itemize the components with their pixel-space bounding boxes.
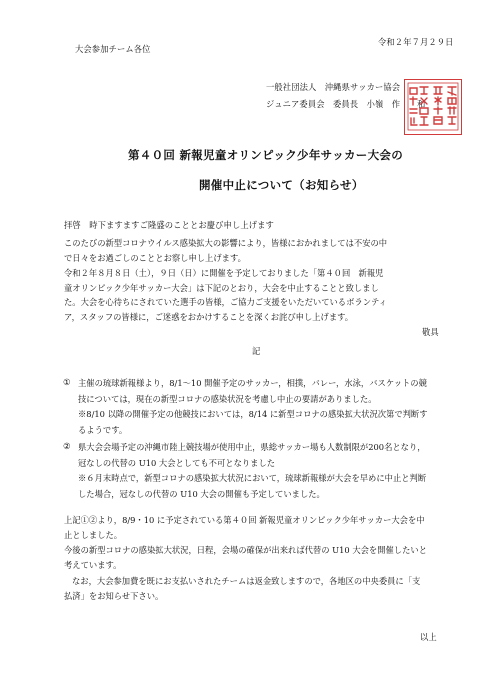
text-line: このたびの新型コロナウイルス感染拡大の影響により，皆様におかれましては不安の中 (64, 238, 388, 248)
text-line: 主催の琉球新報様より，8/1～10 開催予定のサッカー，相撲，バレー，水泳，バスケットの競 (78, 378, 427, 388)
footer-paragraph-2 (64, 543, 427, 572)
text-line: 技については，現在の新型コロナの感染状況を考慮し中止の要請がありました。 (78, 393, 377, 404)
sender-committee: ジュニア委員会 委員長 小嶺 作 和 (266, 99, 426, 109)
body-paragraph-1 (64, 236, 387, 265)
text-line: ※8/10 以降の開催予定の他競技においては，8/14 に新型コロナの感染拡大状況次第で判断す (78, 409, 428, 420)
closing-keigu: 敬具 (422, 327, 439, 337)
text-line: 今後の新型コロナの感染拡大状況，日程，会場の確保が出来れば代替の U10 大会を開催したいと (64, 545, 428, 555)
text-line: るようです。 (78, 424, 128, 435)
text-line: 冠なしの代替の U10 大会としても不可となりました (78, 457, 276, 468)
item-1 (78, 376, 428, 438)
footer-paragraph-1 (64, 513, 425, 542)
text-line: した場合，冠なしの代替の U10 大会の開催も予定していました。 (78, 488, 325, 499)
text-line: 上記①②より，8/9・10 に予定されている第４０回 新報児童オリンピック少年サッカー大会を中 (64, 515, 425, 525)
text-line: ア，スタッフの皆様に，ご迷惑をおかけすることを深くお詫び申し上げます。 (64, 311, 354, 322)
text-line: た。大会を心待ちにされていた選手の皆様，ご協力ご支援をいただいているボランティ (64, 297, 387, 308)
text-line: なお，大会参加費を既にお支払いされたチームは返金致しますので，各地区の中央委員に「支 (72, 576, 421, 586)
body-paragraph-2 (64, 266, 387, 324)
text-line: 止としました。 (64, 529, 123, 540)
text-line: ※６月末時点で，新型コロナの感染拡大状況において，琉球新報様が大会を早めに中止と判断 (78, 473, 427, 484)
text-line: 考えています。 (64, 559, 122, 570)
text-line: で日々をお過ごしのこととお察し申し上げます。 (64, 252, 246, 263)
item-1-number: ① (63, 378, 71, 388)
text-line: 童オリンピック少年サッカー大会」は下記のとおり，大会を中止することと致しまし (64, 282, 379, 293)
item-2 (78, 440, 426, 502)
issue-date: 令和２年７月２９日 (378, 37, 454, 47)
sender-organization: 一般社団法人 沖縄県サッカー協会 (266, 82, 401, 92)
text-line: 県大会会場予定の沖縄市陸上競技場が使用中止，県総サッカー場も人数制限が200名となり， (78, 442, 426, 452)
text-line: 払済」をお知らせ下さい。 (64, 590, 164, 601)
official-seal (404, 79, 462, 135)
recipient: 大会参加チーム各位 (75, 44, 151, 54)
end-marker: 以上 (420, 632, 437, 642)
item-2-number: ② (63, 442, 71, 452)
document-title-line2: 開催中止について（お知らせ） (199, 178, 364, 192)
greeting: 拝啓 時下ますますご隆盛のこととお慶び申し上げます (64, 220, 274, 230)
ki-marker: 記 (252, 346, 261, 356)
document-title-line1: 第４０回 新報児童オリンピック少年サッカー大会の (128, 148, 404, 162)
text-line: 令和２年８月８日（土），９日（日）に開催を予定しておりました「第４０回 新報児 (64, 268, 384, 278)
footer-paragraph-3 (64, 574, 420, 603)
